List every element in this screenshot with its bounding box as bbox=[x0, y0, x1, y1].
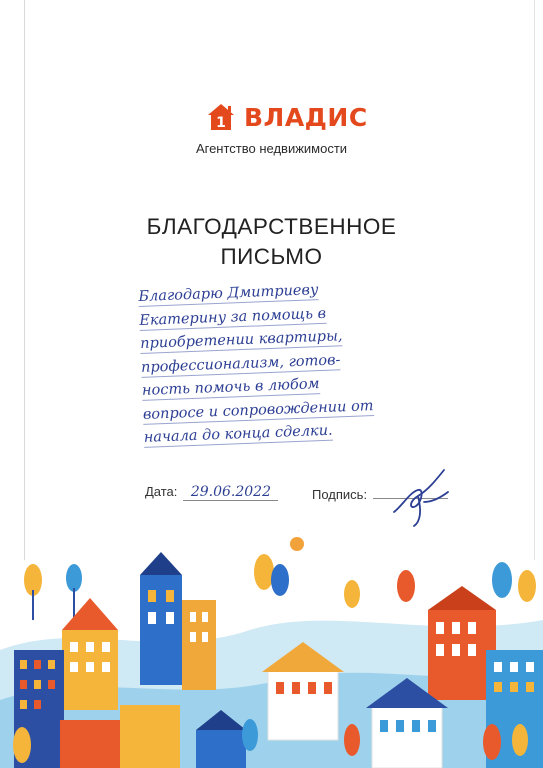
handwritten-line: профессионализм, готов- bbox=[140, 351, 341, 376]
handwritten-line: ность помочь в любом bbox=[141, 376, 320, 399]
city-illustration bbox=[0, 530, 543, 768]
brand-logo bbox=[206, 100, 368, 134]
handwritten-line: начала до конца сделки. bbox=[143, 422, 333, 446]
signature-label: Подпись: bbox=[312, 487, 368, 502]
brand-name: ВЛАДИС bbox=[244, 102, 368, 132]
house-logo-icon bbox=[206, 102, 236, 132]
date-label: Дата: bbox=[145, 484, 178, 499]
brand-subtitle: Агентство недвижимости bbox=[195, 141, 348, 156]
page-edge-right bbox=[534, 0, 535, 560]
page-edge-left bbox=[24, 0, 25, 560]
date-field bbox=[145, 484, 278, 501]
handwritten-line: приобретении квартиры, bbox=[139, 328, 343, 352]
document-title bbox=[0, 212, 543, 272]
handwritten-signature bbox=[388, 462, 458, 532]
handwritten-line: вопросе и сопровождении от bbox=[142, 397, 374, 423]
title-line-2: ПИСЬМО bbox=[220, 244, 323, 269]
handwritten-line: Екатерину за помощь в bbox=[139, 305, 327, 329]
handwritten-message bbox=[138, 275, 434, 451]
logo-digit: 1 bbox=[216, 115, 226, 131]
title-line-1: БЛАГОДАРСТВЕННОЕ bbox=[146, 214, 397, 239]
date-value: 29.06.2022 bbox=[183, 484, 278, 501]
handwritten-line: Благодарю Дмитриеву bbox=[138, 282, 319, 305]
